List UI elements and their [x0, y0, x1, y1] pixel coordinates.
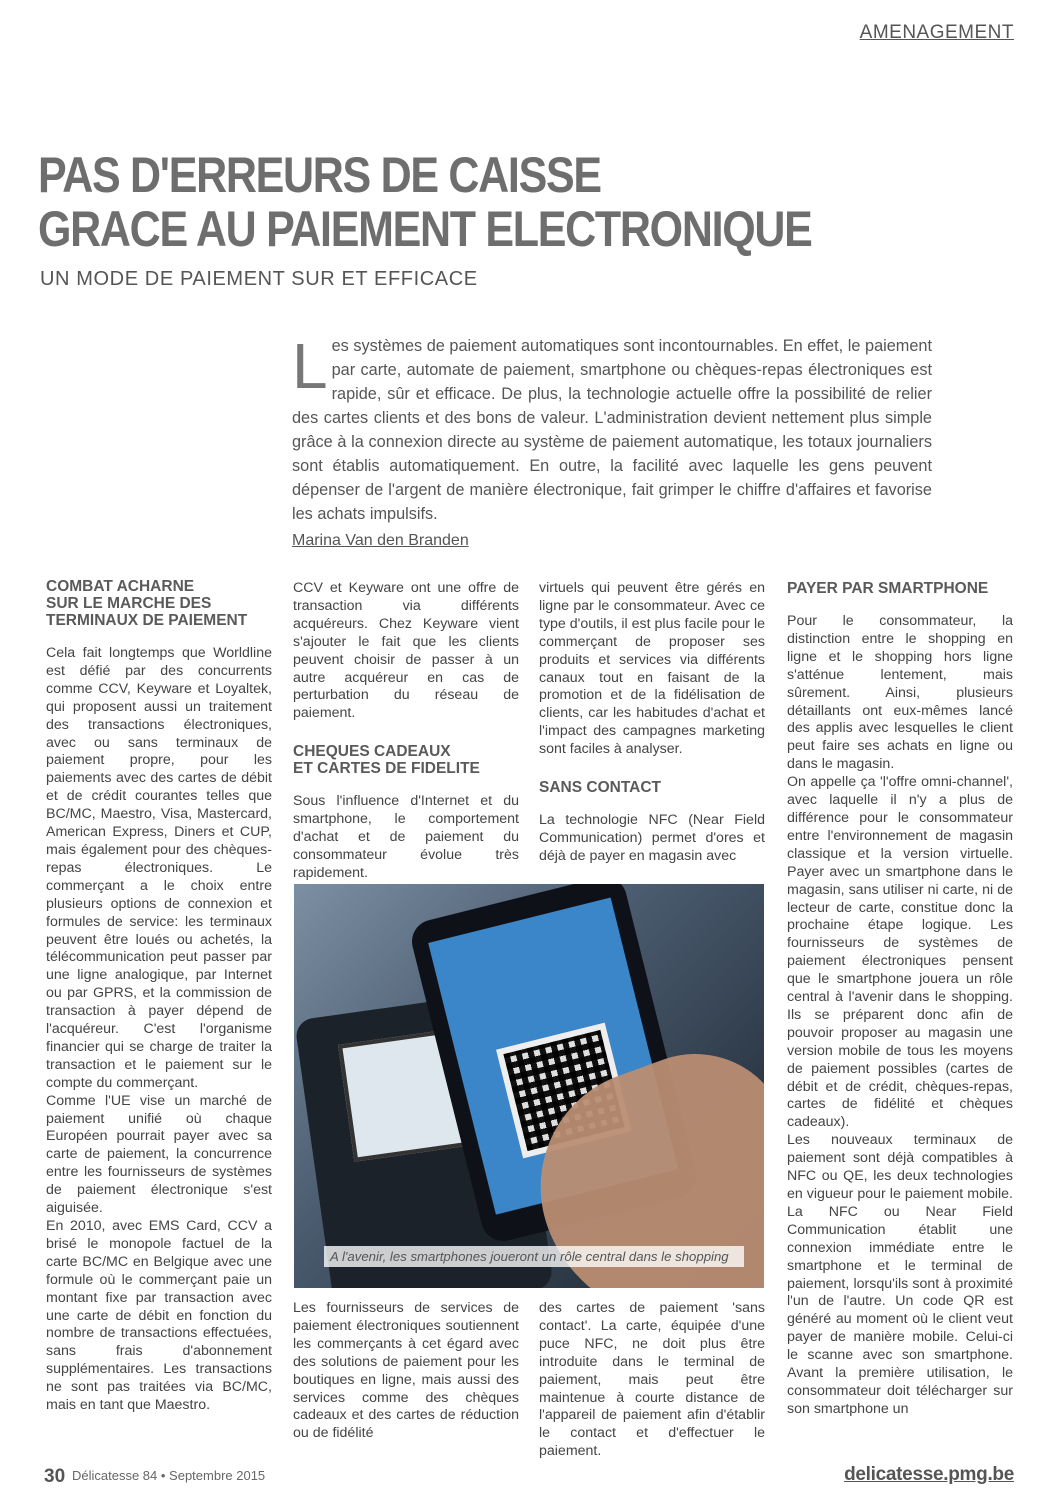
- column-3: [539, 580, 765, 866]
- photo-caption: A l'avenir, les smartphones joueront un rôle central dans le shopping: [324, 1246, 744, 1267]
- paragraph: Comme l'UE vise un marché de paiement unifié où chaque Européen pourrait payer avec sa carte de paiement, la concurrence entre les fournisseurs de systèmes de paiement électronique s'est aiguisée.: [46, 1092, 272, 1217]
- paragraph: Les fournisseurs de services de paiement électroniques soutiennent les commerçants à cet égard avec des solutions de paiement pour les boutiques en ligne, mais aussi des services comme des chèques cadeaux et des cartes de réduction ou de fidélité: [293, 1300, 519, 1442]
- title-line-2: GRACE AU PAIEMENT ELECTRONIQUE: [38, 201, 812, 257]
- column-3-continued: [539, 1300, 765, 1461]
- column-4: [787, 580, 1013, 1419]
- heading-combat: COMBAT ACHARNE SUR LE MARCHE DES TERMINAUX DE PAIEMENT: [46, 578, 248, 629]
- section-label: AMENAGEMENT: [859, 22, 1014, 43]
- heading-sans-contact: SANS CONTACT: [539, 779, 661, 797]
- page-title: [38, 148, 984, 256]
- paragraph: virtuels qui peuvent être gérés en ligne par le consommateur. Avec ce type d'outils, il est plus facile pour le commerçant de proposer ses produits et services via différents canaux tout en faisant de la promotion et de la fidélisation de clients, car les habitudes d'achat et l'impact des campagnes marketing sont faciles à analyser.: [539, 580, 765, 758]
- paragraph: En 2010, avec EMS Card, CCV a brisé le monopole factuel de la carte BC/MC en Belgique avec une formule où le commerçant paie un montant fixe par transaction avec une carte de débit en fonction du nombre de transactions effectuées, sans frais d'abonnement supplémentaires. Les transactions ne sont pas traitées via BC/MC, mais en tant que Maestro.: [46, 1218, 272, 1414]
- paragraph: Cela fait longtemps que Worldline est défié par des concurrents comme CCV, Keyware et Loyaltek, qui proposent aussi un traitement des transactions électroniques, avec ou sans terminaux de paiement propre, pour les paiements avec des cartes de débit et de crédit courantes telles que BC/MC, Maestro, Visa, Mastercard, American Express, Diners et CUP, mais également pour des chèques-repas électroniques. Le commerçant a le choix entre plusieurs options de connexion et formules de service: les terminaux peuvent être loués ou achetés, la télécommunication peut passer par une ligne analogique, par Internet ou par GPRS, et la commission de transaction à payer dépend de l'acquéreur. C'est l'organisme financier qui se charge de traiter la transaction et le paiement sur le compte du commerçant.: [46, 645, 272, 1091]
- paragraph: Sous l'influence d'Internet et du smartphone, le comportement d'achat et de paiement du consommateur évolue très rapidement.: [293, 793, 519, 881]
- issue-info: Délicatesse 84 • Septembre 2015: [72, 1468, 266, 1483]
- intro-text: es systèmes de paiement automatiques sont incontournables. En effet, le paiement par carte, automate de paiement, smartphone ou chèques-repas électroniques est rapide, sûr et efficace. De plus, la technologie actuelle offre la possibilité de relier des cartes clients et des bons de valeur. L'administration devient nettement plus simple grâce à la connexion directe au système de paiement automatique, les totaux journaliers sont établis automatiquement. En outre, la facilité avec laquelle les gens peuvent dépenser de l'argent de manière électronique, fait grimper le chiffre d'affaires et favorise les achats impulsifs.: [292, 337, 932, 523]
- author-byline: Marina Van den Branden: [292, 532, 469, 549]
- drop-cap: L: [292, 330, 328, 402]
- column-1: [46, 578, 272, 1415]
- paragraph: Pour le consommateur, la distinction entre le shopping en ligne et le shopping hors ligne s'atténue lentement, mais sûrement. Ainsi, plusieurs détaillants ont eux-mêmes lancé des applis avec lesquelles le client peut faire ses achats en ligne ou dans le magasin.: [787, 613, 1013, 773]
- article-photo: [294, 884, 764, 1288]
- paragraph: Les nouveaux terminaux de paiement sont déjà compatibles à NFC ou QE, les deux technologies en vigueur pour le paiement mobile. La NFC ou Near Field Communication établit une connexion immédiate entre le smartphone et le terminal de paiement, lorsqu'ils sont à proximité l'un de l'autre. Un code QR est généré au moment où le client veut payer de manière mobile. Celui-ci le scanne avec son smartphone. Avant la première utilisation, le consommateur doit télécharger sur son smartphone un: [787, 1132, 1013, 1417]
- paragraph: des cartes de paiement 'sans contact'. La carte, équipée d'une puce NFC, ne doit plus être introduite dans le terminal de paiement, mais peut être maintenue à courte distance de l'appareil de paiement afin d'établir le contact et d'effectuer le paiement.: [539, 1300, 765, 1460]
- heading-cheques: CHEQUES CADEAUX ET CARTES DE FIDELITE: [293, 743, 480, 778]
- title-line-1: PAS D'ERREURS DE CAISSE: [38, 147, 601, 203]
- column-2: [293, 580, 519, 883]
- column-2-continued: [293, 1300, 519, 1443]
- paragraph: On appelle ça 'l'offre omni-channel', avec laquelle il n'y a plus de différence pour le consommateur entre l'environnement de magasin classique et la version virtuelle. Payer avec un smartphone dans le magasin, sans utiliser ni carte, ni de lecteur de carte, constitue donc la prochaine étape logique. Les fournisseurs de systèmes de paiement électroniques pensent que le smartphone jouera un rôle central à l'avenir dans le shopping. Ils se préparent donc afin de pouvoir proposer au magasin une version mobile de tous les moyens de paiement possibles (cartes de débit et de crédit, chèques-repas, cartes de fidélité et chèques cadeaux).: [787, 774, 1013, 1131]
- heading-smartphone: PAYER PAR SMARTPHONE: [787, 580, 989, 597]
- page-number: 30: [44, 1466, 66, 1487]
- paragraph: La technologie NFC (Near Field Communication) permet d'ores et déjà de payer en magasin avec: [539, 812, 765, 864]
- paragraph: CCV et Keyware ont une offre de transaction via différents acquéreurs. Chez Keyware vient s'ajouter le fait que les clients peuvent choisir de passer à un autre acquéreur en cas de perturbation du réseau de paiement.: [293, 580, 519, 722]
- website-link[interactable]: delicatesse.pmg.be: [844, 1464, 1014, 1485]
- subtitle: UN MODE DE PAIEMENT SUR ET EFFICACE: [40, 268, 478, 290]
- intro-paragraph: [292, 330, 932, 526]
